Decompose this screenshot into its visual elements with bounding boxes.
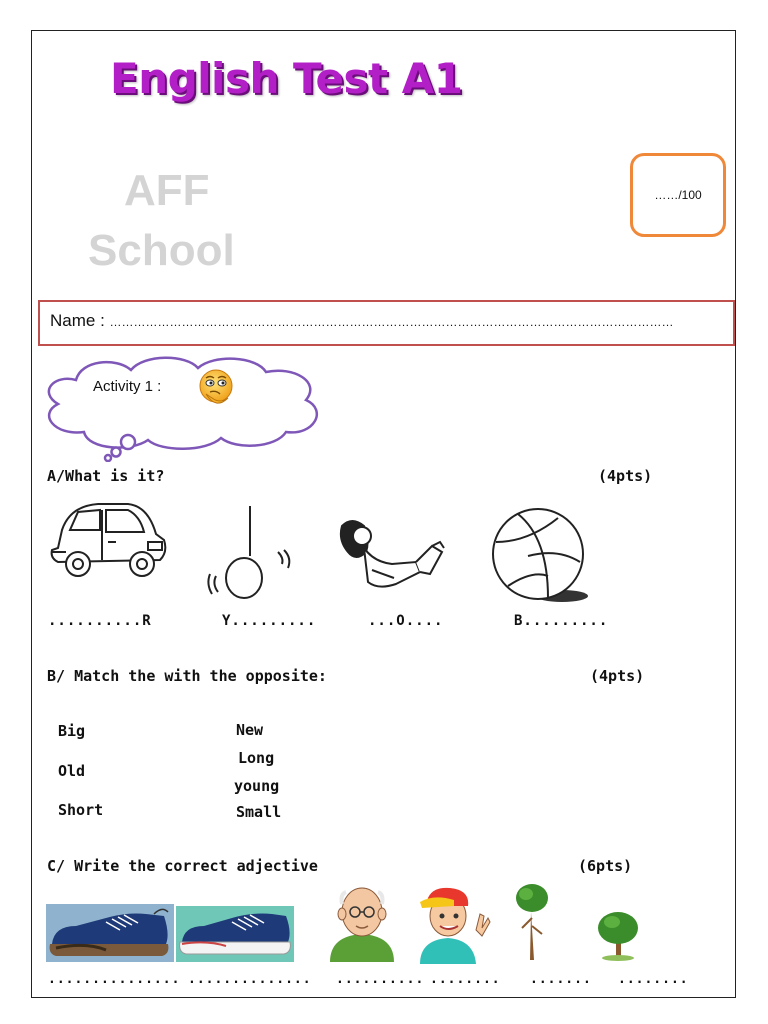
ball-icon: [488, 508, 594, 604]
fill-yo-yo: Y.........: [222, 613, 317, 629]
match-left-short: Short: [58, 801, 104, 819]
section-c-heading: C/ Write the correct adjective: [47, 857, 318, 875]
old-man-icon: [326, 882, 398, 962]
tall-tree-icon: [512, 882, 552, 962]
blank-old-man: ..........: [336, 972, 425, 987]
name-label: Name :: [50, 311, 105, 330]
car-icon: [48, 500, 170, 582]
blank-old-shoe: ...............: [48, 972, 181, 987]
blank-tall-tree: .......: [530, 972, 592, 987]
old-shoe-icon: [46, 904, 174, 962]
match-right-new: New: [236, 721, 264, 739]
section-b-points: (4pts): [590, 667, 645, 685]
match-right-long: Long: [238, 749, 275, 767]
score-box: [630, 153, 726, 237]
blank-young-boy: ........: [430, 972, 501, 987]
name-field[interactable]: [38, 300, 735, 346]
match-right-small: Small: [236, 803, 282, 821]
score-text: ……/100: [654, 188, 702, 202]
section-a-points: (4pts): [598, 467, 653, 485]
match-right-young: young: [234, 777, 280, 795]
new-shoe-icon: [176, 906, 294, 962]
yo-yo-icon: [200, 504, 300, 602]
thinking-face-emoji-icon: [198, 368, 234, 414]
page-title: English Test A1: [110, 54, 463, 103]
blank-short-tree: ........: [618, 972, 689, 987]
name-blank: ……………………………………………………………………………………………………………………………: [109, 315, 674, 329]
fill-doll: ...O....: [368, 613, 444, 629]
doll-icon: [336, 518, 448, 594]
young-boy-icon: [414, 884, 492, 964]
watermark-line-2: School: [88, 226, 235, 275]
thought-cloud-icon: [36, 352, 326, 462]
section-b-heading: B/ Match the with the opposite:: [47, 667, 327, 685]
short-tree-icon: [594, 906, 642, 962]
match-left-big: Big: [58, 722, 86, 740]
fill-ball: B.........: [514, 613, 609, 629]
section-a-heading: A/What is it?: [47, 467, 165, 485]
section-c-points: (6pts): [578, 857, 633, 875]
activity-label: Activity 1 :: [93, 378, 162, 395]
blank-new-shoe: ..............: [188, 972, 312, 987]
match-left-old: Old: [58, 762, 86, 780]
fill-car: ..........R: [48, 613, 152, 629]
watermark-line-1: AFF: [124, 166, 210, 215]
